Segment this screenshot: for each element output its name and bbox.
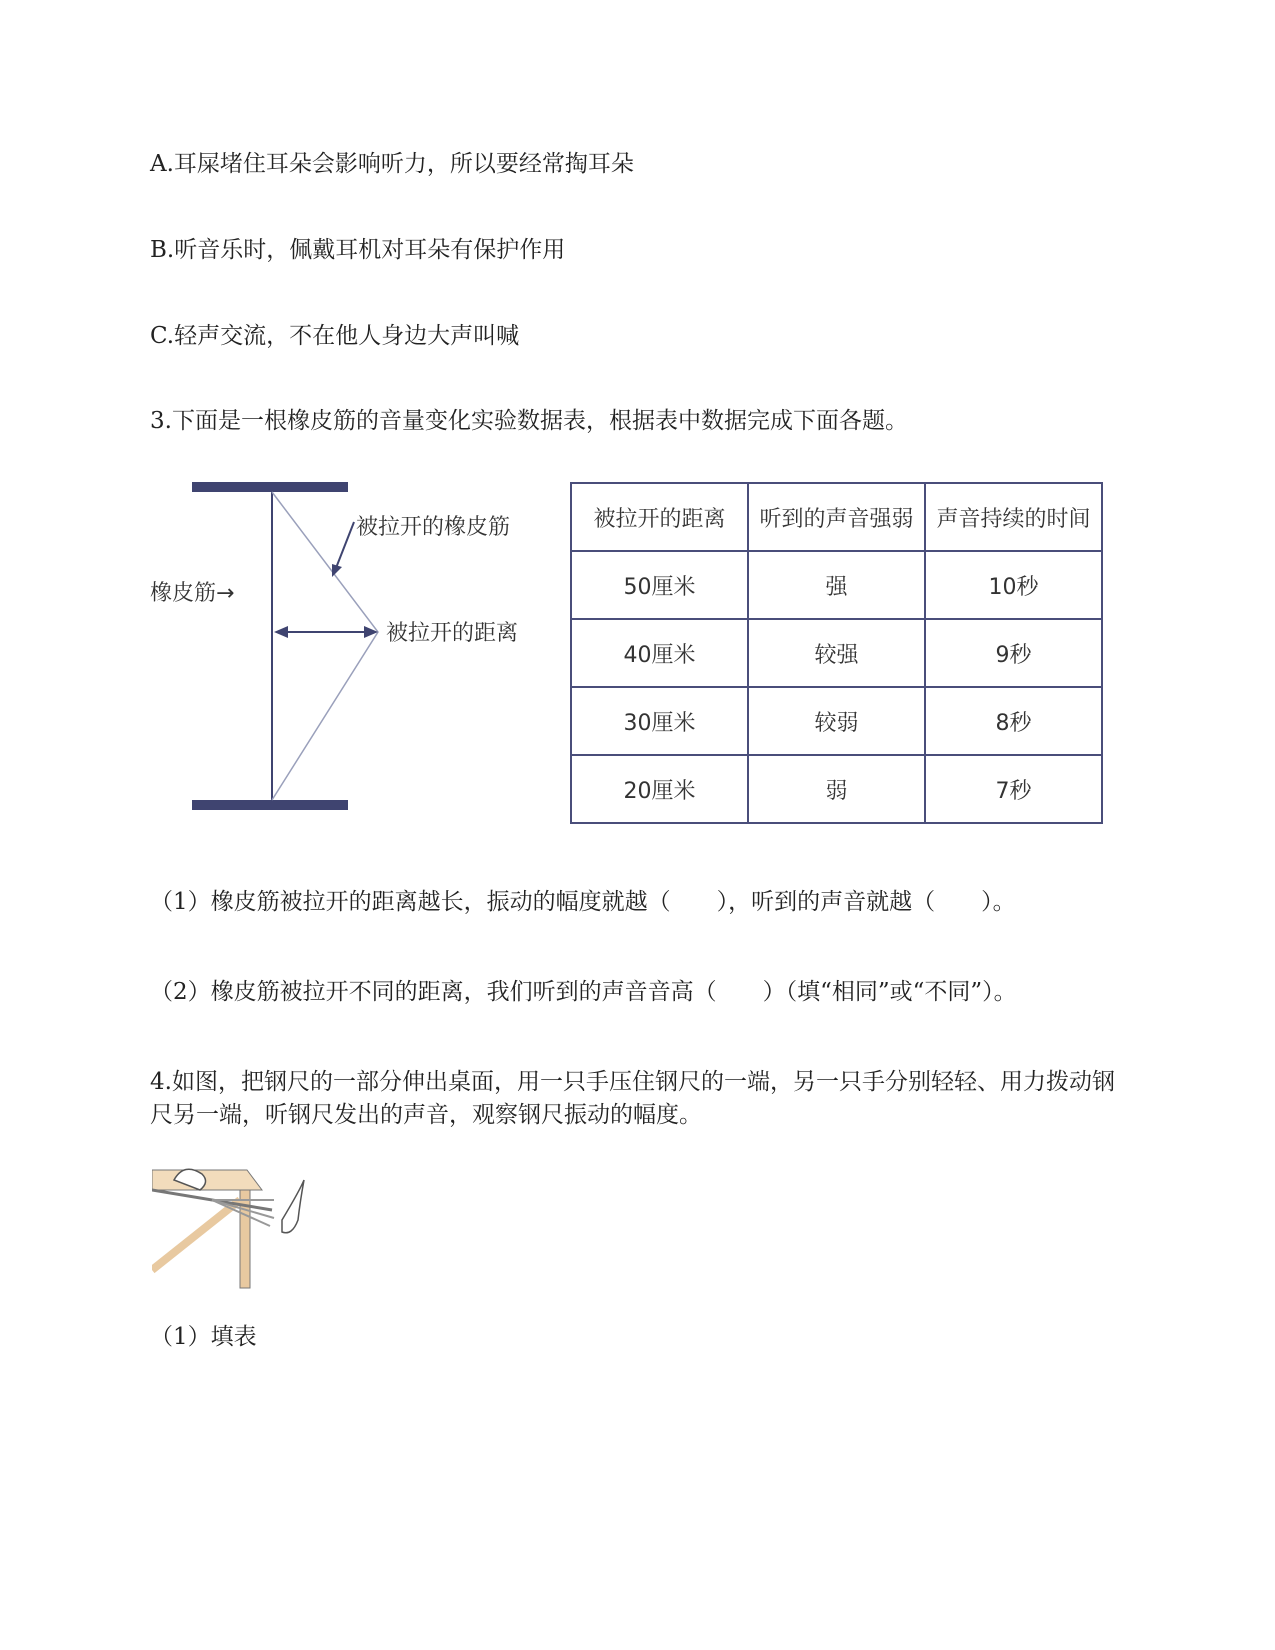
- header-loudness: 听到的声音强弱: [748, 483, 925, 551]
- label-rubber-band: 橡皮筋→: [150, 581, 235, 606]
- plucking-hand-icon: [282, 1180, 304, 1233]
- table-cell: 较强: [748, 619, 925, 687]
- table-cell: 7秒: [925, 755, 1102, 823]
- question-3-sub-2: （2）橡皮筋被拉开不同的距离，我们听到的声音音高（ ）（填“相同”或“不同”）。: [150, 979, 1017, 1005]
- table-row: [571, 687, 1102, 755]
- top-bar: [192, 482, 348, 492]
- question-4-stem: 4.如图，把钢尺的一部分伸出桌面，用一只手压住钢尺的一端，另一只手分别轻轻、用力拨动钢尺另一端，听钢尺发出的声音，观察钢尺振动的幅度。: [150, 1069, 1115, 1128]
- table-row: [571, 551, 1102, 619]
- question-3-stem: 3.下面是一根橡皮筋的音量变化实验数据表，根据表中数据完成下面各题。: [150, 408, 908, 434]
- option-b: B.听音乐时，佩戴耳机对耳朵有保护作用: [150, 237, 566, 263]
- label-stretched-band: 被拉开的橡皮筋: [356, 515, 511, 540]
- header-duration: 声音持续的时间: [925, 483, 1102, 551]
- table-brace: [152, 1200, 240, 1270]
- table-cell: 弱: [748, 755, 925, 823]
- table-cell: 9秒: [925, 619, 1102, 687]
- table-cell: 50厘米: [571, 551, 748, 619]
- option-c: C.轻声交流，不在他人身边大声叫喊: [150, 323, 520, 349]
- pointer-line: [336, 522, 354, 568]
- option-a: A.耳屎堵住耳朵会影响听力，所以要经常掏耳朵: [150, 151, 634, 177]
- table-row: [571, 619, 1102, 687]
- distance-arrowhead-left: [274, 626, 288, 638]
- question-3-sub-1: （1）橡皮筋被拉开的距离越长，振动的幅度就越（ ），听到的声音就越（ ）。: [150, 889, 1016, 915]
- table-row: [571, 755, 1102, 823]
- experiment-data-table: [570, 482, 1103, 824]
- table-cell: 20厘米: [571, 755, 748, 823]
- table-cell: 30厘米: [571, 687, 748, 755]
- table-cell: 8秒: [925, 687, 1102, 755]
- label-stretched-distance: 被拉开的距离: [386, 621, 519, 646]
- table-cell: 10秒: [925, 551, 1102, 619]
- rubber-band-diagram: [148, 482, 548, 822]
- pointer-arrowhead: [332, 564, 342, 577]
- header-distance: 被拉开的距离: [571, 483, 748, 551]
- table-cell: 强: [748, 551, 925, 619]
- steel-ruler-illustration: [152, 1160, 312, 1290]
- table-cell: 40厘米: [571, 619, 748, 687]
- table-top: [152, 1170, 262, 1190]
- bottom-bar: [192, 800, 348, 810]
- table-cell: 较弱: [748, 687, 925, 755]
- question-4-sub-1: （1）填表: [150, 1324, 257, 1350]
- table-header-row: [571, 483, 1102, 551]
